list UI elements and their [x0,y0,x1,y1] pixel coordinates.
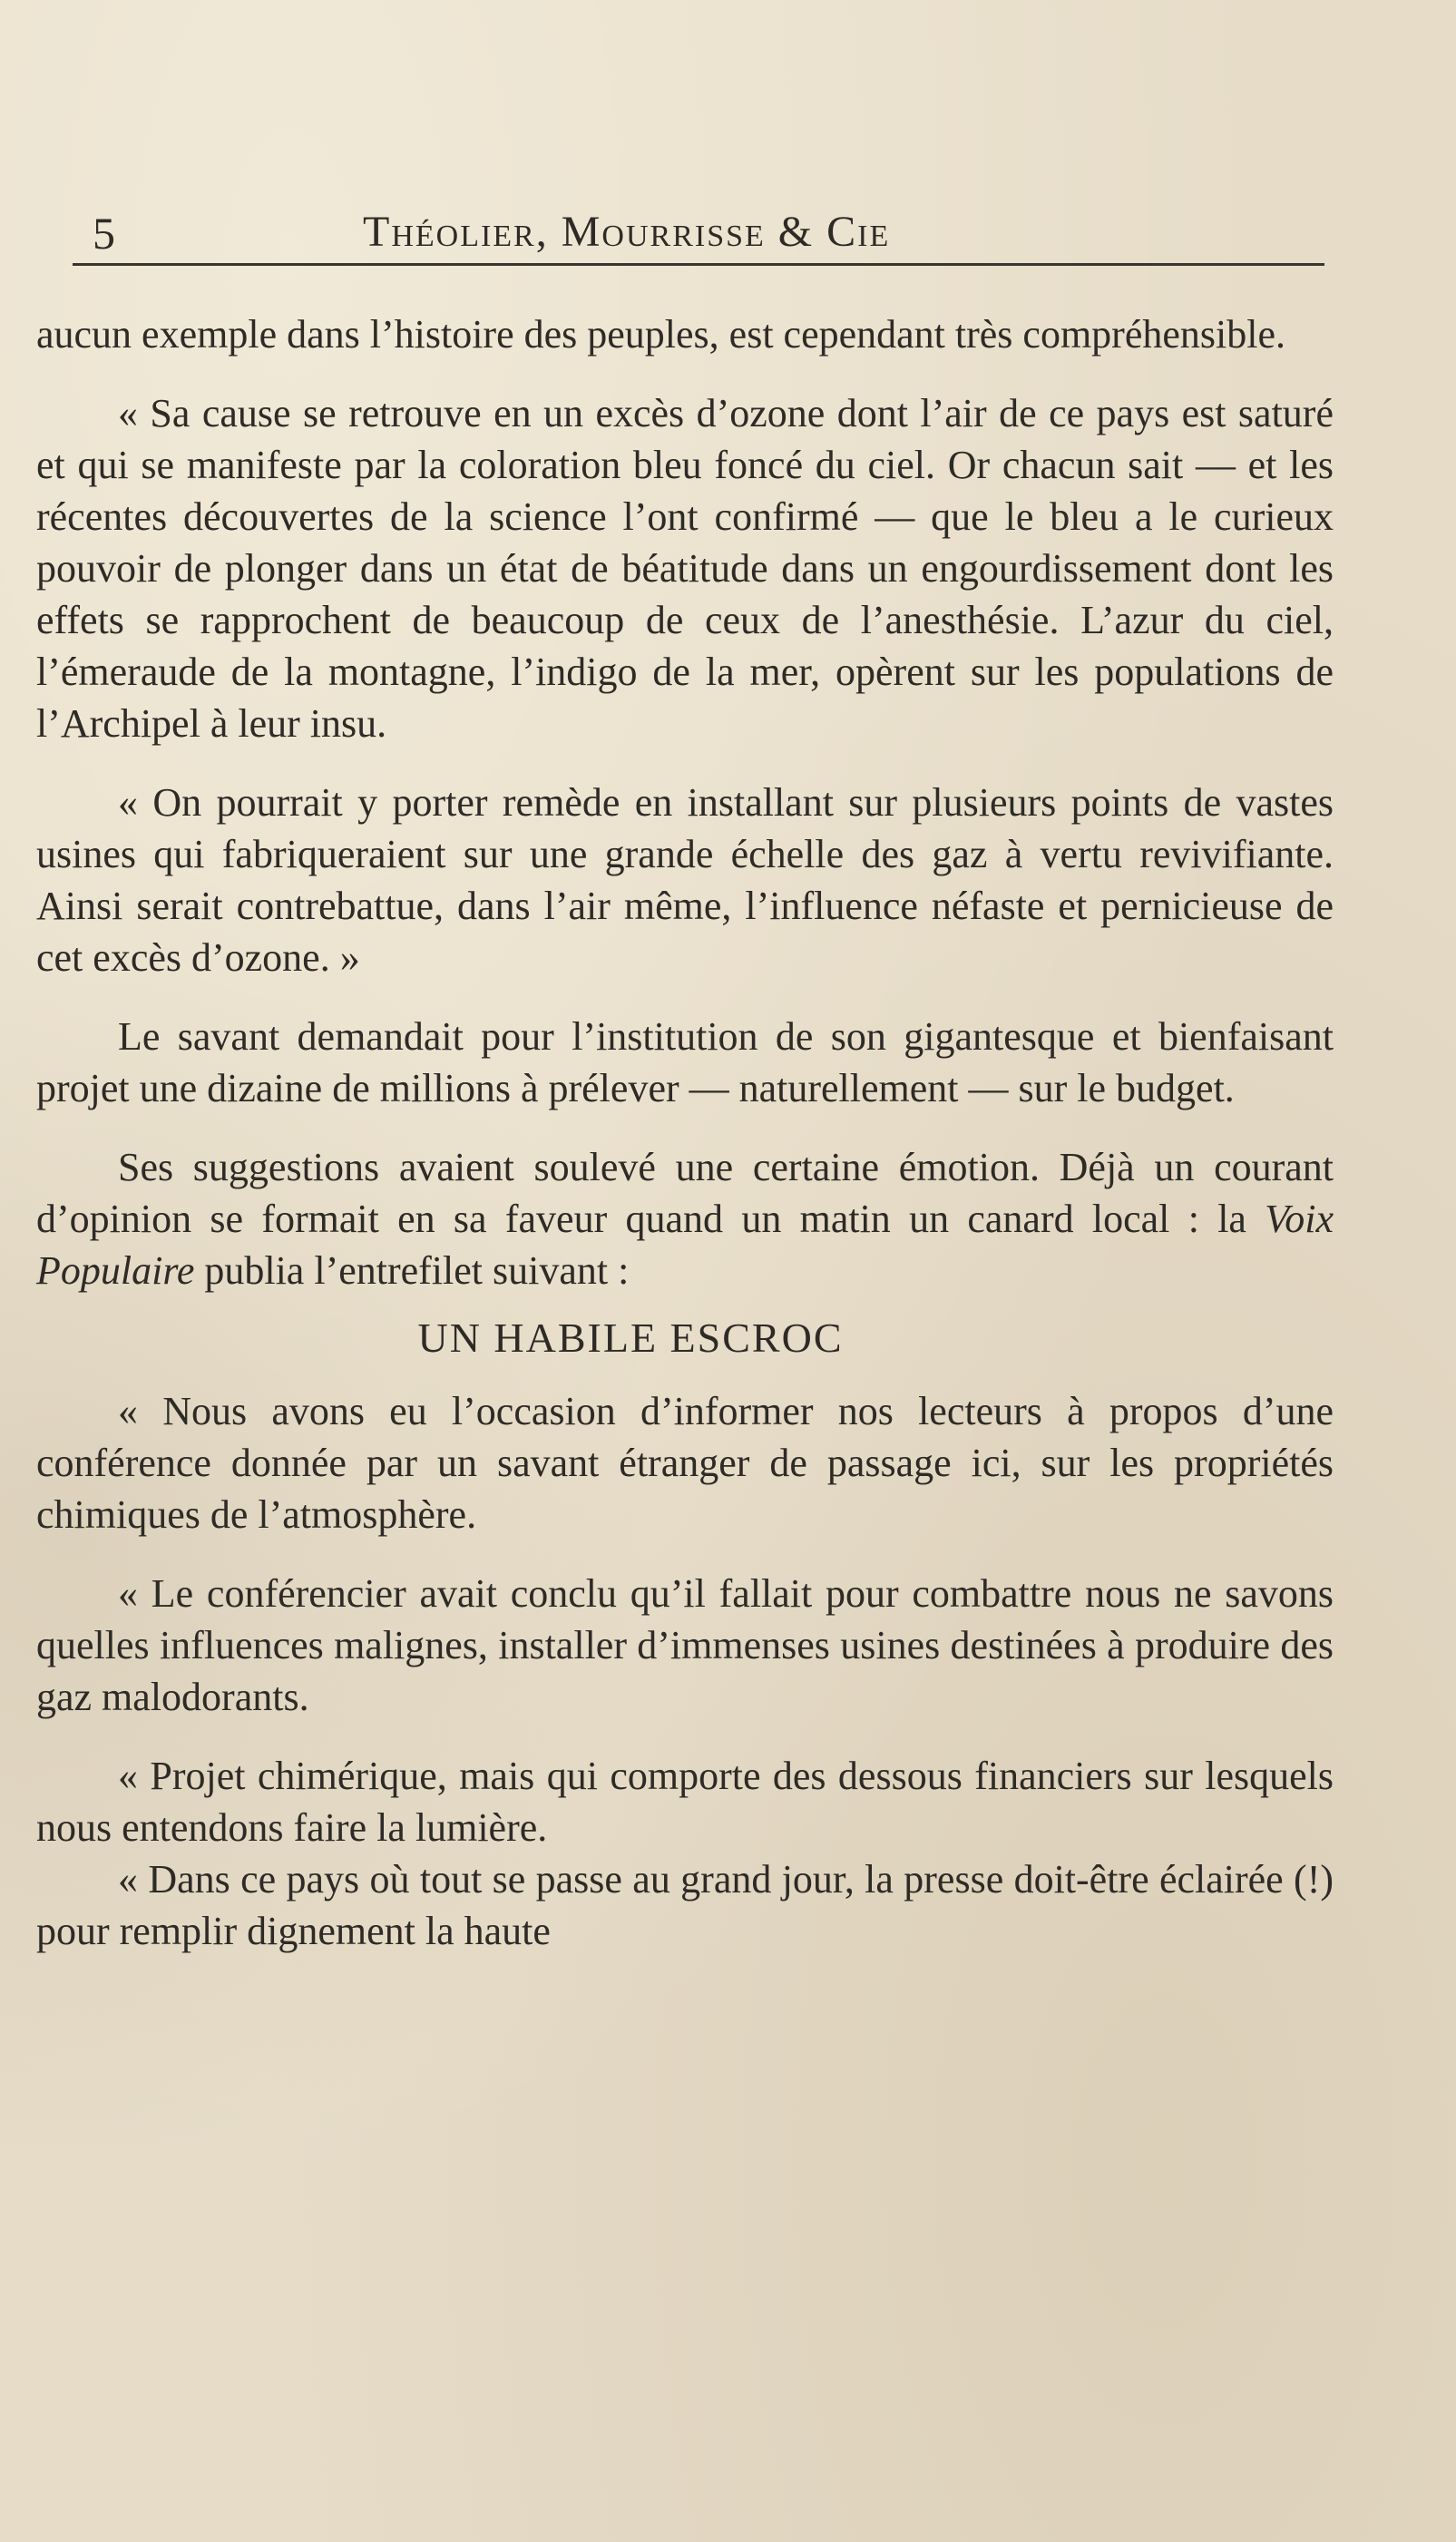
paragraph-emotion-text-b: publia l’entrefilet suivant : [194,1248,630,1293]
paragraph-article-conclusion: « Le conférencier avait conclu qu’il fallait pour combattre nous ne savons quelles influences malignes, installer d’immenses usines destinées à produire des gaz malodorants. [36,1571,1334,1719]
paragraph-emotion-text-a: Ses suggestions avaient soulevé une certaine émotion. Déjà un courant d’opinion se formait en sa faveur quand un matin un canard local : la [36,1145,1334,1241]
paragraph-article-press: « Dans ce pays où tout se passe au grand jour, la presse doit-être éclairée (!) pour remplir dignement la haute [36,1857,1334,1953]
running-head-title: Théolier, Mourrisse & Cie [363,208,891,256]
page-number: 5 [93,208,116,259]
paragraph-continuation: aucun exemple dans l’histoire des peuples, est cependant très compréhensible. [36,312,1285,357]
article-headline: UN HABILE ESCROC [417,1315,844,1361]
paragraph-emotion [36,1141,1334,1296]
paragraph-ozone-cause: « Sa cause se retrouve en un excès d’ozone dont l’air de ce pays est saturé et qui se manifeste par la coloration bleu foncé du ciel. Or chacun sait — et les récentes découvertes de la science l’ont confirmé — que le bleu a le curieux pouvoir de plonger dans un état de béatitude dans un engourdissement dont les effets se rapprochent de beaucoup de ceux de l’anesthésie. L’azur du ciel, l’émeraude de la montagne, l’indigo de la mer, opèrent sur les populations de l’Archipel à leur insu. [36,391,1334,746]
paragraph-article-project: « Projet chimérique, mais qui comporte des dessous financiers sur lesquels nous entendons faire la lumière. [36,1754,1334,1850]
header-rule [73,263,1324,266]
paragraph-budget: Le savant demandait pour l’institution de son gigantesque et bienfaisant projet une dizaine de millions à prélever — naturellement — sur le budget. [36,1014,1334,1110]
newspaper-name: Voix Populaire [36,1197,1334,1293]
paragraph-article-intro: « Nous avons eu l’occasion d’informer nos lecteurs à propos d’une conférence donnée par un savant étranger de passage ici, sur les propriétés chimiques de l’atmosphère. [36,1389,1334,1537]
body-text [36,308,1334,1957]
running-head [73,207,1343,261]
paragraph-remedy: « On pourrait y porter remède en installant sur plusieurs points de vastes usines qui fabriqueraient sur une grande échelle des gaz à vertu revivifiante. Ainsi serait contrebattue, dans l’air même, l’influence néfaste et pernicieuse de cet excès d’ozone. » [36,780,1334,980]
